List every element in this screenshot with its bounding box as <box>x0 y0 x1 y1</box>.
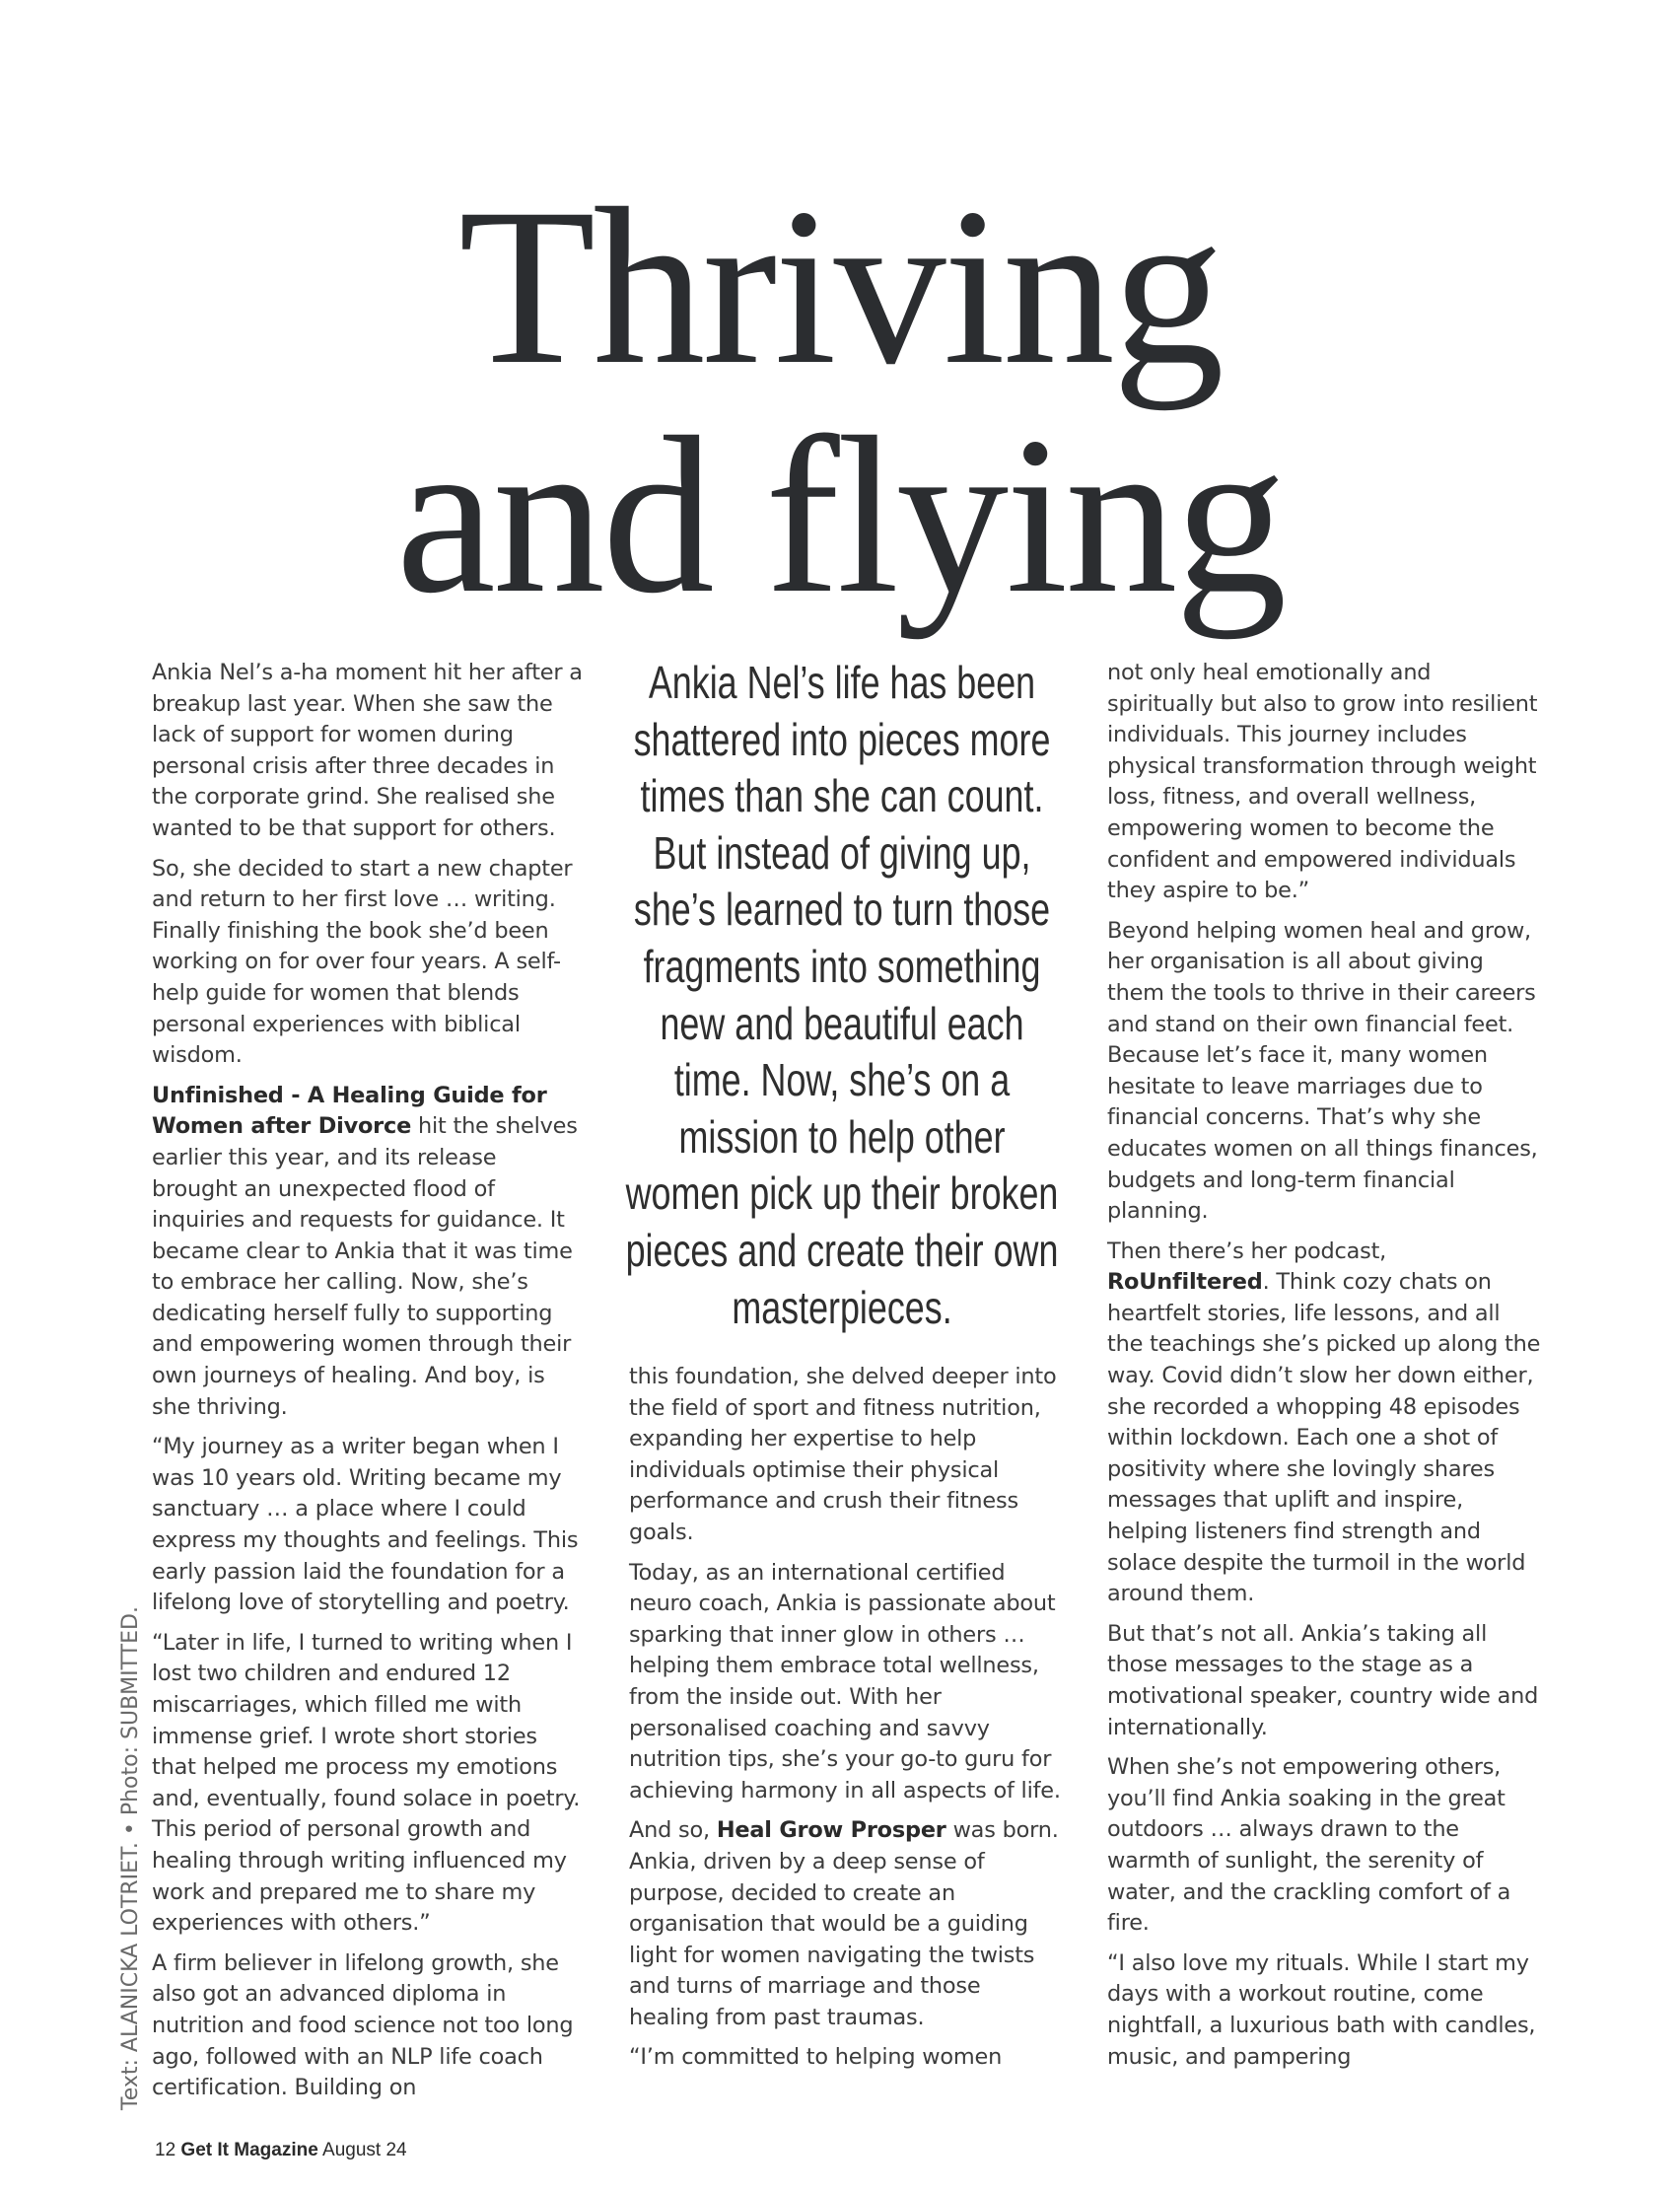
title-line-1: Thriving <box>458 163 1222 411</box>
paragraph <box>1107 1237 1541 1610</box>
paragraph: So, she decided to start a new chapter and return to her first love … writing. Finally finishing the book she’d been working on for over four years. A self-help guide for women that blends personal experiences with biblical wisdom. <box>152 855 573 1069</box>
paragraph <box>629 1815 1063 2033</box>
organisation-name: Heal Grow Prosper <box>716 1817 946 1844</box>
paragraph-text: was born. Ankia, driven by a deep sense of purpose, decided to create an organisation that would be a guiding light for women navigating the twists and turns of marriage and those healing from past traumas. <box>629 1817 1059 2030</box>
paragraph-text: hit the shelves earlier this year, and its release brought an unexpected flood of inquiries and requests for guidance. It became clear to Ankia that it was time to embrace her calling. Now, she’s dedicating herself fully to supporting and empowering women through their own journeys of healing. And boy, is she thriving. <box>152 1113 578 1420</box>
paragraph: When she’s not empowering others, you’ll find Ankia soaking in the great outdoors … always drawn to the warmth of sunlight, the serenity of water, and the crackling comfort of a fire. <box>1107 1754 1511 1937</box>
paragraph-text: And so, <box>629 1817 717 1844</box>
issue-date: August 24 <box>322 2140 407 2160</box>
paragraph <box>152 1081 586 1424</box>
paragraph: But that’s not all. Ankia’s taking all those messages to the stage as a motivational speaker, country wide and internationally. <box>1107 1620 1539 1740</box>
paragraph: “My journey as a writer began when I was 10 years old. Writing became my sanctuary … a place where I could express my thoughts and feelings. This early passion laid the foundation for a lifelong love of storytelling and poetry. <box>152 1434 579 1616</box>
pull-quote-text: Ankia Nel’s life has been shattered into pieces more times than she can count. But instead of giving up, she’s learned to turn those fragments into something new and beautiful each time. Now, she’s on a mission to help other women pick up their broken pieces and create their own masterpieces. <box>625 657 1059 1333</box>
paragraph-text: Then there’s her podcast, <box>1107 1238 1387 1264</box>
paragraph: this foundation, she delved deeper into the field of sport and fitness nutrition, expanding her expertise to help individuals optimise their physical performance and crush their fitness goals. <box>629 1364 1057 1545</box>
paragraph-text: . Think cozy chats on heartfelt stories, life lessons, and all the teachings she’s picked up along the way. Covid didn’t slow her down either, she recorded a whopping 48 episodes within lockdown. Each one a shot of positivity where she lovingly shares messages that uplift and inspire, helping listeners find strength and solace despite the turmoil in the world around them. <box>1107 1269 1541 1607</box>
article-column-3 <box>1107 658 1541 2082</box>
page-footer <box>155 2140 407 2161</box>
paragraph: “I also love my rituals. While I start my days with a workout routine, come nightfall, a luxurious bath with candles, music, and pampering <box>1107 1949 1536 2070</box>
book-title: Unfinished - A Healing Guide for Women after Divorce <box>152 1082 547 1140</box>
photo-text-credit: Text: ALANICKA LOTRIET. • Photo: SUBMITTED. <box>118 1606 143 2110</box>
page-number: 12 <box>155 2140 176 2160</box>
article-title <box>0 163 1680 640</box>
magazine-name: Get It Magazine <box>180 2140 318 2160</box>
paragraph: “I’m committed to helping women <box>629 2044 1003 2071</box>
paragraph: “Later in life, I turned to writing when I lost two children and endured 12 miscarriages, which filled me with immense grief. I wrote short stories that helped me process my emotions and, eventually, found solace in poetry. This period of personal growth and healing through writing influenced my work and prepared me to share my experiences with others.” <box>152 1629 581 1937</box>
paragraph: A firm believer in lifelong growth, she also got an advanced diploma in nutrition and food science not too long ago, followed with an NLP life coach certification. Building on <box>152 1949 574 2101</box>
title-line-2: and flying <box>395 391 1285 640</box>
pull-quote <box>625 655 1059 1336</box>
article-column-1 <box>152 658 586 2113</box>
podcast-name: RoUnfiltered <box>1107 1269 1263 1296</box>
paragraph: not only heal emotionally and spiritually but also to grow into resilient individuals. This journey includes physical transformation through weight loss, fitness, and overall wellness, empowering women to become the confident and empowered individuals they aspire to be.” <box>1107 660 1538 904</box>
paragraph: Beyond helping women heal and grow, her organisation is all about giving them the tools to thrive in their careers and stand on their own financial feet. Because let’s face it, many women hesitate to leave marriages due to financial concerns. That’s why she educates women on all things finances, budgets and long-term financial planning. <box>1107 917 1538 1225</box>
article-column-2 <box>629 1362 1063 2083</box>
paragraph: Today, as an international certified neuro coach, Ankia is passionate about sparking that inner glow in others … helping them embrace total wellness, from the inside out. With her personalised coaching and savvy nutrition tips, she’s your go-to guru for achieving harmony in all aspects of life. <box>629 1559 1061 1804</box>
paragraph: Ankia Nel’s a-ha moment hit her after a breakup last year. When she saw the lack of support for women during personal crisis after three decades in the corporate grind. She realised she wanted to be that support for others. <box>152 660 583 841</box>
